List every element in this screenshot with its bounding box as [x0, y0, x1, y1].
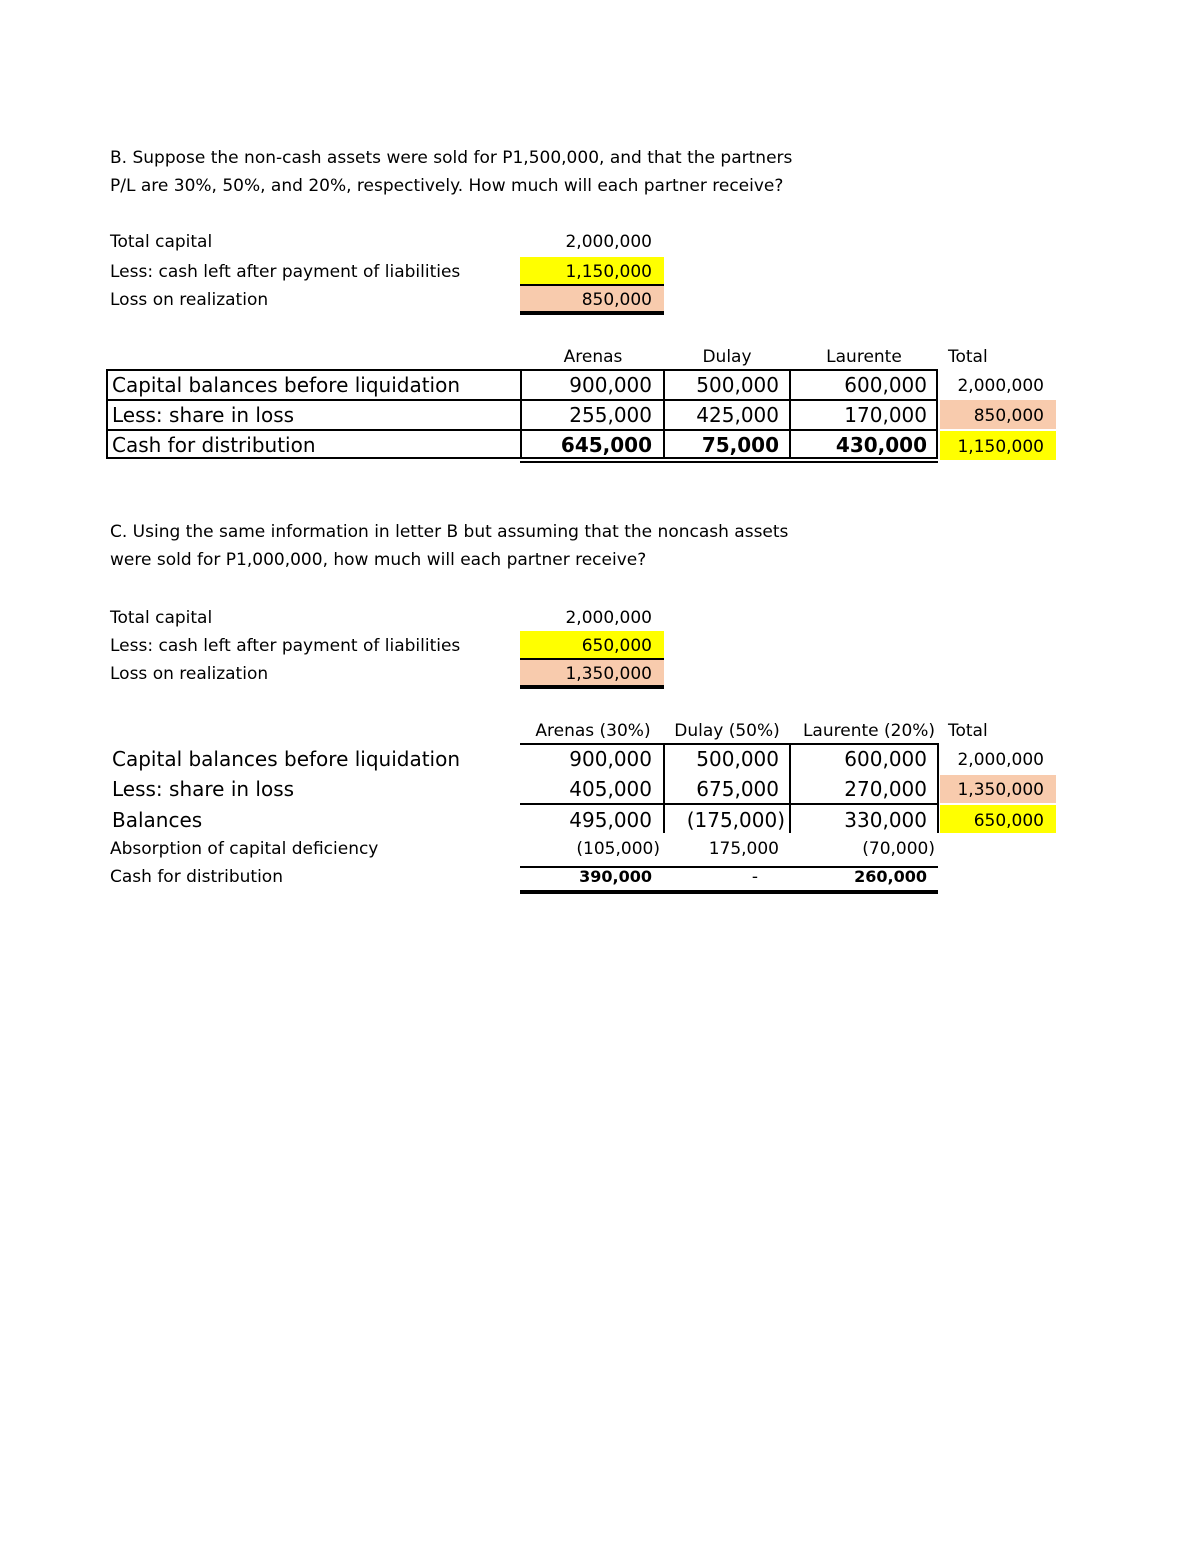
table-c-row-capital-laurente: 600,000 — [844, 747, 927, 771]
table-b-row-capital-laurente: 600,000 — [844, 373, 927, 397]
table-c-row-absorption-laurente: (70,000) — [862, 839, 935, 859]
table-c-row-divider — [520, 803, 938, 805]
table-c-row-loss-dulay: 675,000 — [696, 777, 779, 801]
table-c-header-laurente: Laurente (20%) — [802, 721, 936, 741]
table-c-row-absorption-arenas: (105,000) — [576, 839, 660, 859]
summary-c-label-total-capital: Total capital — [110, 608, 213, 628]
summary-b-label-loss: Loss on realization — [110, 290, 269, 310]
summary-b-double-underline — [520, 311, 664, 315]
table-b-row-cash-laurente: 430,000 — [835, 433, 927, 457]
table-c-row-balances-laurente: 330,000 — [844, 808, 927, 832]
table-c-row-capital-arenas: 900,000 — [569, 747, 652, 771]
summary-c-value-cash-left: 650,000 — [581, 636, 652, 656]
summary-b-value-loss: 850,000 — [581, 290, 652, 310]
table-b-row-cash-total: 1,150,000 — [957, 437, 1044, 457]
table-c-row-capital-label: Capital balances before liquidation — [112, 747, 461, 771]
table-c-row-loss-laurente: 270,000 — [844, 777, 927, 801]
table-b-row-cash-arenas: 645,000 — [560, 433, 652, 457]
table-b-row-loss-dulay: 425,000 — [696, 403, 779, 427]
table-c-header-total: Total — [948, 721, 988, 741]
table-c-row-capital-total: 2,000,000 — [957, 750, 1044, 770]
table-c-row-loss-total: 1,350,000 — [957, 780, 1044, 800]
table-c-row-absorption-dulay: 175,000 — [708, 839, 779, 859]
table-c-row-absorption-label: Absorption of capital deficiency — [110, 839, 379, 859]
table-c-row-cash-dulay: - — [751, 867, 759, 887]
table-c-row-balances-label: Balances — [112, 808, 203, 832]
section-c-question-line1: C. Using the same information in letter B but assuming that the noncash assets — [110, 522, 789, 542]
table-b-row-cash-label: Cash for distribution — [112, 433, 316, 457]
table-c-row-balances-dulay: (175,000) — [686, 808, 785, 832]
table-c-col-divider-3 — [937, 743, 939, 833]
table-c-row-capital-dulay: 500,000 — [696, 747, 779, 771]
table-c-row-cash-label: Cash for distribution — [110, 867, 283, 887]
summary-b-value-total-capital: 2,000,000 — [565, 232, 652, 252]
table-b-header-laurente: Laurente — [826, 347, 902, 367]
section-b-question-line1: B. Suppose the non-cash assets were sold for P1,500,000, and that the partners — [110, 148, 793, 168]
table-b-row-capital-total: 2,000,000 — [957, 376, 1044, 396]
table-b-row-loss-label: Less: share in loss — [112, 403, 295, 427]
table-b-row-cash-dulay: 75,000 — [701, 433, 779, 457]
table-c-row-cash-arenas: 390,000 — [579, 867, 652, 886]
section-c-question-line2: were sold for P1,000,000, how much will each partner receive? — [110, 550, 647, 570]
table-b-row-divider-1 — [106, 399, 938, 401]
table-c-header-dulay: Dulay (50%) — [674, 721, 780, 741]
table-b-row-loss-total: 850,000 — [973, 406, 1044, 426]
table-b-header-total: Total — [948, 347, 988, 367]
table-b-row-capital-arenas: 900,000 — [569, 373, 652, 397]
table-b-row-capital-dulay: 500,000 — [696, 373, 779, 397]
summary-c-double-underline — [520, 685, 664, 689]
summary-b-value-cash-left: 1,150,000 — [565, 262, 652, 282]
table-b-header-arenas: Arenas — [563, 347, 623, 367]
summary-b-label-total-capital: Total capital — [110, 232, 213, 252]
table-c-bottom-double — [520, 890, 938, 894]
table-b-bottom-double — [520, 461, 938, 463]
table-c-row-loss-label: Less: share in loss — [112, 777, 295, 801]
table-c-row-balances-arenas: 495,000 — [569, 808, 652, 832]
section-b-question-line2: P/L are 30%, 50%, and 20%, respectively. How much will each partner receive? — [110, 176, 784, 196]
table-b-row-divider-2 — [106, 429, 938, 431]
table-b-row-loss-arenas: 255,000 — [569, 403, 652, 427]
summary-c-value-loss: 1,350,000 — [565, 664, 652, 684]
table-b-header-dulay: Dulay — [702, 347, 752, 367]
table-b-row-loss-laurente: 170,000 — [844, 403, 927, 427]
table-c-row-loss-arenas: 405,000 — [569, 777, 652, 801]
summary-c-value-total-capital: 2,000,000 — [565, 608, 652, 628]
table-c-header-arenas: Arenas (30%) — [535, 721, 651, 741]
summary-b-label-cash-left: Less: cash left after payment of liabilities — [110, 262, 461, 282]
table-c-top-border — [520, 743, 938, 745]
table-c-row-cash-laurente: 260,000 — [854, 867, 927, 886]
table-c-row-balances-total: 650,000 — [973, 811, 1044, 831]
summary-c-label-cash-left: Less: cash left after payment of liabilities — [110, 636, 461, 656]
summary-c-label-loss: Loss on realization — [110, 664, 269, 684]
table-b-row-capital-label: Capital balances before liquidation — [112, 373, 461, 397]
